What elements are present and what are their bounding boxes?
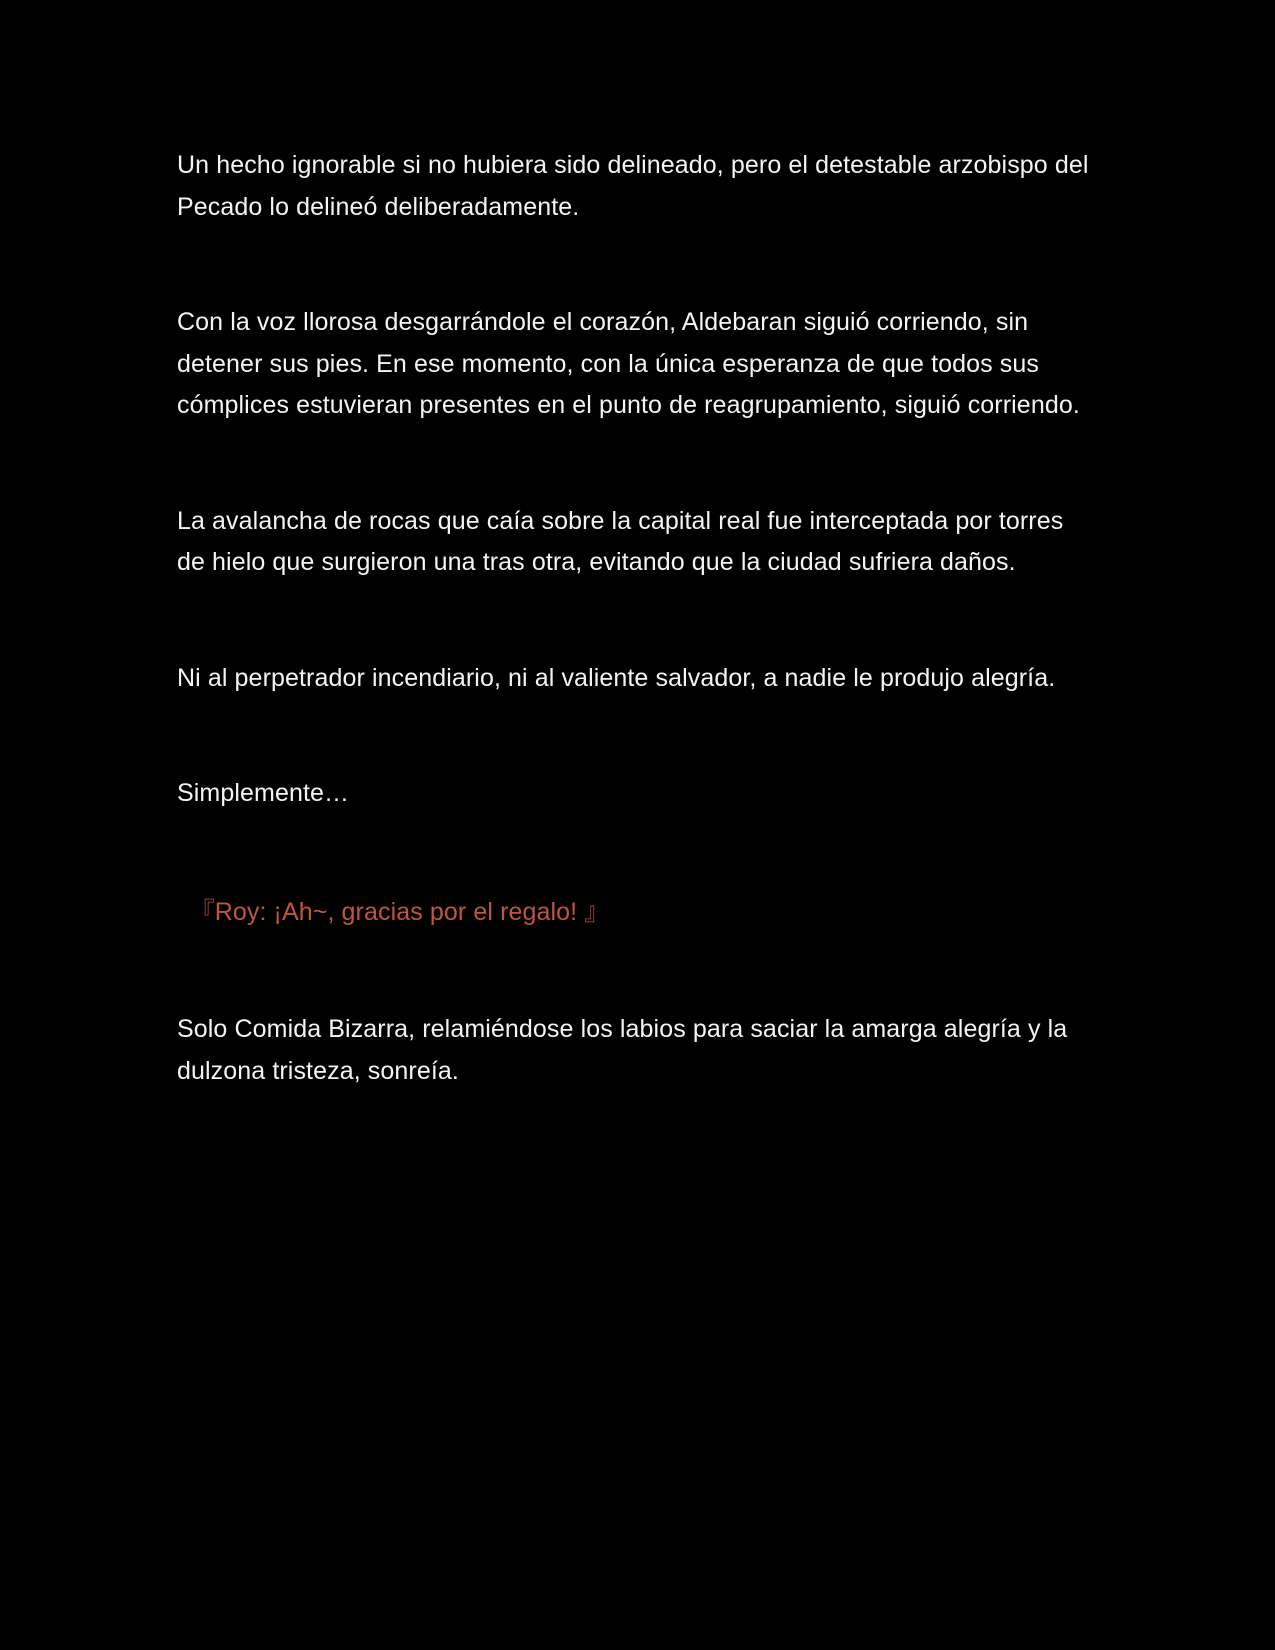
paragraph-5: Simplemente… xyxy=(177,779,350,807)
paragraph-2: Con la voz llorosa desgarrándole el corazón, Aldebaran siguió corriendo, sin detener sus pies. En ese momento, con la única esperanza de que todos sus cómplices estuvieran presentes en el punto de reagrupamiento, siguió corriendo. xyxy=(177,308,1080,419)
paragraph-4: Ni al perpetrador incendiario, ni al valiente salvador, a nadie le produjo alegría. xyxy=(177,663,1056,692)
text-column xyxy=(177,145,1097,1092)
paragraph-3: La avalancha de rocas que caía sobre la capital real fue interceptada por torres de hielo que surgieron una tras otra, evitando que la ciudad sufriera daños. xyxy=(177,506,1064,576)
dialogue-line: 『Roy: ¡Ah~, gracias por el regalo! 』 xyxy=(177,897,610,926)
paragraph-1: Un hecho ignorable si no hubiera sido delineado, pero el detestable arzobispo del Pecado lo delineó deliberadamente. xyxy=(177,151,1089,221)
paragraph-7: Solo Comida Bizarra, relamiéndose los labios para saciar la amarga alegría y la dulzona tristeza, sonreía. xyxy=(177,1015,1068,1085)
